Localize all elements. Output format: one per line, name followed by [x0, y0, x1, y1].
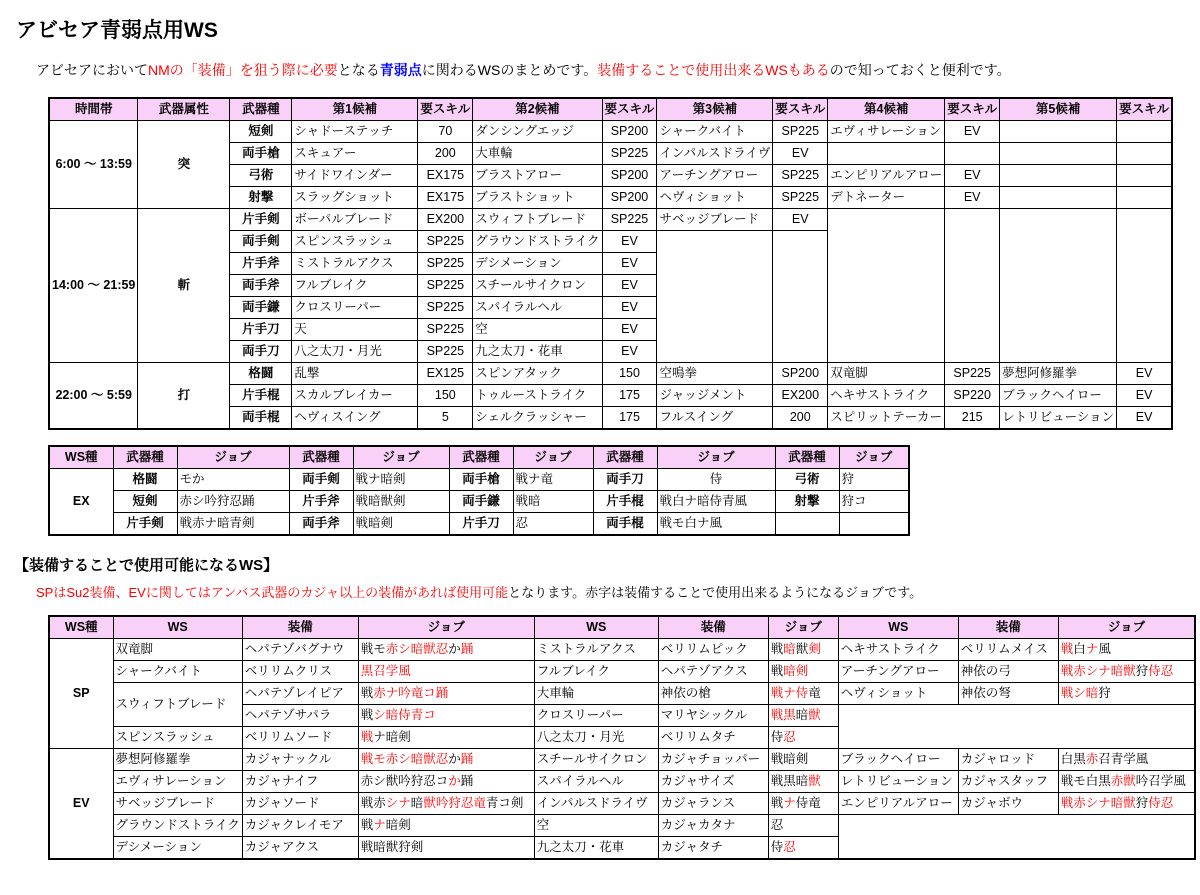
empty-cell [828, 143, 945, 165]
job-cell: 戦赤シナ暗獣狩侍忍 [1058, 793, 1195, 815]
skill-req-cell: 215 [945, 407, 1000, 430]
ws-name-cell: シェルクラッシャー [473, 407, 602, 430]
job-cell: 戦赤シナ暗獣吟狩忍竜青コ剣 [358, 793, 534, 815]
skill-req-cell: SP200 [602, 165, 657, 187]
header-cell: ジョブ [358, 616, 534, 639]
equipment-cell: カジャスタッフ [958, 771, 1058, 793]
empty-cell [1117, 165, 1172, 187]
ws-name-cell: ミストラルアクス [292, 253, 418, 275]
ws-name-cell: トゥルーストライク [473, 385, 602, 407]
equipment-cell: カジャサイズ [658, 771, 768, 793]
ws-name-cell: レトリビューション [838, 771, 958, 793]
job-cell: 戦赤シナ暗獣狩侍忍 [1058, 661, 1195, 683]
skill-req-cell: EX175 [418, 187, 473, 209]
job-cell: 忍 [768, 815, 838, 837]
ws-name-cell: サベッジブレード [657, 209, 773, 231]
weapon-type-cell: 両手鎌 [449, 491, 513, 513]
ws-name-cell: デトネーター [828, 187, 945, 209]
job-cell: 戦白ナ風 [1058, 639, 1195, 661]
job-cell: 戦モ赤シ暗獣忍か踊 [358, 749, 534, 771]
skill-req-cell: EV [602, 275, 657, 297]
ws-type-cell: SP [49, 639, 113, 749]
ws-name-cell: サベッジブレード [113, 793, 242, 815]
header-cell: 武器種 [289, 446, 353, 469]
ws-name-cell: 大車輪 [534, 683, 658, 705]
header-cell: 第5候補 [1000, 98, 1117, 121]
skill-req-cell: SP225 [773, 187, 828, 209]
empty-cell [945, 143, 1000, 165]
ws-name-cell: エヴィサレーション [828, 121, 945, 143]
ws-name-cell: ブラックヘイロー [838, 749, 958, 771]
ws-name-cell: デシメーション [473, 253, 602, 275]
job-cell: 戦暗剣 [768, 661, 838, 683]
time-cell: 22:00 ～ 5:59 [49, 363, 138, 430]
job-cell: 戦モ白黒赤獣吟召学風 [1058, 771, 1195, 793]
job-cell: 忍 [513, 513, 593, 536]
job-cell: 侍忍 [768, 727, 838, 749]
weapon-type-cell: 短剣 [230, 121, 292, 143]
weapon-type-cell: 両手斧 [289, 513, 353, 536]
ws-schedule-table [48, 97, 1173, 430]
ws-name-cell: スラッグショット [292, 187, 418, 209]
job-cell: 戦黒暗獣 [768, 771, 838, 793]
weapon-type-cell: 片手剣 [230, 209, 292, 231]
weapon-type-cell: 片手斧 [230, 253, 292, 275]
job-cell: 赤シ吟狩忍踊 [177, 491, 289, 513]
weapon-type-cell: 両手剣 [230, 231, 292, 253]
job-cell: 戦ナ暗剣 [353, 469, 449, 491]
equipment-cell: ベリリムピック [658, 639, 768, 661]
skill-req-cell: SP220 [945, 385, 1000, 407]
ws-name-cell: フルブレイク [534, 661, 658, 683]
skill-req-cell: EX200 [418, 209, 473, 231]
skill-req-cell: EX175 [418, 165, 473, 187]
empty-cell [1117, 121, 1172, 143]
skill-req-cell: EV [602, 341, 657, 363]
header-cell: 第1候補 [292, 98, 418, 121]
job-cell: 黒召学風 [358, 661, 534, 683]
skill-req-cell: EV [773, 209, 828, 231]
header-cell: 装備 [658, 616, 768, 639]
skill-req-cell: SP225 [418, 297, 473, 319]
ws-name-cell: 乱撃 [292, 363, 418, 385]
equipment-cell: マリヤシックル [658, 705, 768, 727]
ws-name-cell: インパルスドライヴ [534, 793, 658, 815]
job-cell: 戦黒暗獣 [768, 705, 838, 727]
job-cell: 戦ナ暗剣 [358, 727, 534, 749]
equip-note: SPはSu2装備、EVに関してはアンバス武器のカジャ以上の装備があれば使用可能となります。赤字は装備することで使用出来るようになるジョブです。 [36, 585, 923, 600]
header-cell: 時間帯 [49, 98, 138, 121]
skill-req-cell: SP225 [773, 121, 828, 143]
ws-name-cell: 夢想阿修羅拳 [113, 749, 242, 771]
header-cell: ジョブ [353, 446, 449, 469]
skill-req-cell: EV [1117, 407, 1172, 430]
skill-req-cell: EV [945, 121, 1000, 143]
weapon-type-cell: 格闘 [230, 363, 292, 385]
job-cell: 戦白ナ暗侍青風 [657, 491, 775, 513]
ws-name-cell: ヘヴィショット [838, 683, 958, 705]
ws-name-cell: 八之太刀・月光 [534, 727, 658, 749]
header-cell: ジョブ [513, 446, 593, 469]
header-cell: WS種 [49, 446, 113, 469]
skill-req-cell: SP225 [418, 275, 473, 297]
ws-name-cell: シャークバイト [657, 121, 773, 143]
skill-req-cell: SP200 [602, 187, 657, 209]
ws-name-cell: クロスリーパー [292, 297, 418, 319]
header-cell: ジョブ [657, 446, 775, 469]
weapon-type-cell: 両手刀 [230, 341, 292, 363]
job-cell: 狩 [839, 469, 909, 491]
header-cell: ジョブ [839, 446, 909, 469]
empty-region [838, 815, 1195, 860]
ws-name-cell: ブラックヘイロー [1000, 385, 1117, 407]
job-cell: 侍 [657, 469, 775, 491]
ws-name-cell: スピンスラッシュ [292, 231, 418, 253]
ws-name-cell: ヘヴィショット [657, 187, 773, 209]
job-cell: 赤シ獣吟狩忍コか踊 [358, 771, 534, 793]
skill-req-cell: EV [1117, 385, 1172, 407]
ws-name-cell: アーチングアロー [657, 165, 773, 187]
header-cell: 武器属性 [138, 98, 230, 121]
ws-name-cell: スチールサイクロン [534, 749, 658, 771]
weapon-type-cell: 片手刀 [449, 513, 513, 536]
ws-name-cell: 天 [292, 319, 418, 341]
job-cell: 戦ナ竜 [513, 469, 593, 491]
header-cell: 第2候補 [473, 98, 602, 121]
ws-name-cell: スピリットテーカー [828, 407, 945, 430]
ws-name-cell: 空 [473, 319, 602, 341]
equipment-cell: カジャナックル [242, 749, 358, 771]
ws-name-cell: エンピリアルアロー [838, 793, 958, 815]
ws-name-cell: 夢想阿修羅拳 [1000, 363, 1117, 385]
job-cell: 戦暗獣狩剣 [358, 837, 534, 860]
skill-req-cell: EX125 [418, 363, 473, 385]
ws-name-cell: スキュアー [292, 143, 418, 165]
weapon-type-cell: 弓術 [775, 469, 839, 491]
header-cell: 要スキル [418, 98, 473, 121]
header-cell: WS [113, 616, 242, 639]
header-cell: 要スキル [945, 98, 1000, 121]
header-cell: ジョブ [177, 446, 289, 469]
ws-name-cell: 空鳴拳 [657, 363, 773, 385]
ws-name-cell: フルスイング [657, 407, 773, 430]
skill-req-cell: 200 [773, 407, 828, 430]
weapon-type-cell: 弓術 [230, 165, 292, 187]
equipment-cell: カジャチョッパー [658, 749, 768, 771]
weapon-type-cell: 両手槍 [230, 143, 292, 165]
ws-name-cell: 九之太刀・花車 [473, 341, 602, 363]
ws-name-cell: ブラストアロー [473, 165, 602, 187]
ws-name-cell: ヘキサストライク [828, 385, 945, 407]
equipment-cell: ヘパテゾサパラ [242, 705, 358, 727]
empty-cell [1000, 165, 1117, 187]
job-cell: 戦赤ナ暗青剣 [177, 513, 289, 536]
ws-name-cell: スパイラルヘル [473, 297, 602, 319]
equipment-cell: カジャロッド [958, 749, 1058, 771]
empty-region [773, 231, 828, 363]
ws-type-cell: EX [49, 469, 113, 536]
weapon-type-cell: 格闘 [113, 469, 177, 491]
ws-name-cell: スピンアタック [473, 363, 602, 385]
ws-type-cell: EV [49, 749, 113, 860]
skill-req-cell: 150 [418, 385, 473, 407]
equip-section-heading: 【装備することで使用可能になるWS】 [14, 557, 279, 574]
ws-name-cell: グラウンドストライク [113, 815, 242, 837]
ws-name-cell: アーチングアロー [838, 661, 958, 683]
skill-req-cell: EV [602, 231, 657, 253]
equipment-cell: カジャカタナ [658, 815, 768, 837]
header-cell: 第4候補 [828, 98, 945, 121]
equipment-cell: カジャタチ [658, 837, 768, 860]
skill-req-cell: SP200 [602, 121, 657, 143]
job-cell: 戦ナ侍竜 [768, 793, 838, 815]
skill-req-cell: 200 [418, 143, 473, 165]
ws-name-cell: レトリビューション [1000, 407, 1117, 430]
ws-name-cell: スパイラルヘル [534, 771, 658, 793]
skill-req-cell: EV [773, 143, 828, 165]
ws-name-cell: エヴィサレーション [113, 771, 242, 793]
skill-req-cell: SP225 [418, 341, 473, 363]
equip-unlock-ws-table [48, 615, 1196, 860]
empty-region [1117, 209, 1172, 363]
equipment-cell: ベリリムタチ [658, 727, 768, 749]
header-cell: 武器種 [113, 446, 177, 469]
weapon-type-cell: 片手棍 [230, 385, 292, 407]
job-cell: 戦モ赤シ暗獣忍か踊 [358, 639, 534, 661]
header-cell: 装備 [242, 616, 358, 639]
job-cell: 戦赤ナ吟竜コ踊 [358, 683, 534, 705]
empty-region [838, 705, 1195, 749]
ws-name-cell: 双竜脚 [113, 639, 242, 661]
equipment-cell: 神依の槍 [658, 683, 768, 705]
skill-req-cell: SP225 [418, 253, 473, 275]
header-cell: 要スキル [773, 98, 828, 121]
page-title: アビセア青弱点用WS [16, 19, 218, 42]
skill-req-cell: EV [945, 165, 1000, 187]
equipment-cell: ベリリムクリス [242, 661, 358, 683]
ws-name-cell: スウィフトブレード [473, 209, 602, 231]
job-cell: 戦シ暗狩 [1058, 683, 1195, 705]
equipment-cell: ヘパテゾレイピア [242, 683, 358, 705]
ws-name-cell: グラウンドストライク [473, 231, 602, 253]
ws-name-cell: スチールサイクロン [473, 275, 602, 297]
skill-req-cell: EV [602, 319, 657, 341]
empty-cell [1117, 143, 1172, 165]
ws-name-cell: スピンスラッシュ [113, 727, 242, 749]
equipment-cell: カジャナイフ [242, 771, 358, 793]
weapon-type-cell: 射撃 [775, 491, 839, 513]
equipment-cell: ヘパテゾバグナウ [242, 639, 358, 661]
equipment-cell: 神依の弩 [958, 683, 1058, 705]
ws-name-cell: ミストラルアクス [534, 639, 658, 661]
skill-req-cell: EV [602, 253, 657, 275]
job-cell: 戦暗獣剣 [768, 639, 838, 661]
equipment-cell: カジャアクス [242, 837, 358, 860]
empty-cell [775, 513, 839, 536]
empty-cell [1000, 143, 1117, 165]
job-cell: 戦暗剣 [768, 749, 838, 771]
ws-name-cell: サイドワインダー [292, 165, 418, 187]
equipment-cell: ヘパテゾアクス [658, 661, 768, 683]
job-cell: 戦暗 [513, 491, 593, 513]
ws-name-cell: ボーパルブレード [292, 209, 418, 231]
header-cell: WS種 [49, 616, 113, 639]
skill-req-cell: EV [602, 297, 657, 319]
empty-region [657, 231, 773, 363]
skill-req-cell: 175 [602, 407, 657, 430]
weapon-type-cell: 両手棍 [593, 513, 657, 536]
skill-req-cell: EV [1117, 363, 1172, 385]
weapon-type-cell: 片手棍 [593, 491, 657, 513]
job-cell: 戦モ白ナ風 [657, 513, 775, 536]
equipment-cell: カジャボウ [958, 793, 1058, 815]
ws-name-cell: インパルスドライヴ [657, 143, 773, 165]
empty-cell [1000, 121, 1117, 143]
equipment-cell: 神依の弓 [958, 661, 1058, 683]
ws-name-cell: 八之太刀・月光 [292, 341, 418, 363]
equipment-cell: カジャランス [658, 793, 768, 815]
ex-ws-jobs-table [48, 445, 910, 536]
job-cell: 侍忍 [768, 837, 838, 860]
header-cell: 武器種 [449, 446, 513, 469]
empty-region [945, 209, 1000, 363]
header-cell: WS [838, 616, 958, 639]
time-cell: 6:00 ～ 13:59 [49, 121, 138, 209]
ws-name-cell: デシメーション [113, 837, 242, 860]
attr-cell: 斬 [138, 209, 230, 363]
skill-req-cell: SP225 [418, 231, 473, 253]
skill-req-cell: 175 [602, 385, 657, 407]
ws-name-cell: 空 [534, 815, 658, 837]
job-cell: モか [177, 469, 289, 491]
weapon-type-cell: 片手剣 [113, 513, 177, 536]
header-cell: 第3候補 [657, 98, 773, 121]
empty-cell [1117, 187, 1172, 209]
header-cell: 装備 [958, 616, 1058, 639]
ws-name-cell: シャドーステッチ [292, 121, 418, 143]
intro-text: アビセアにおいてNMの「装備」を狙う際に必要となる青弱点に関わるWSのまとめです。装備することで使用出来るWSもあるので知っておくと便利です。 [36, 62, 1011, 78]
weapon-type-cell: 両手槍 [449, 469, 513, 491]
job-cell: 白黒赤召青学風 [1058, 749, 1195, 771]
empty-cell [1000, 187, 1117, 209]
ws-name-cell: 九之太刀・花車 [534, 837, 658, 860]
skill-req-cell: SP200 [773, 363, 828, 385]
header-cell: ジョブ [768, 616, 838, 639]
empty-region [1000, 209, 1117, 363]
weapon-type-cell: 片手刀 [230, 319, 292, 341]
skill-req-cell: SP225 [945, 363, 1000, 385]
skill-req-cell: SP225 [602, 209, 657, 231]
weapon-type-cell: 両手鎌 [230, 297, 292, 319]
job-cell: 戦暗獣剣 [353, 491, 449, 513]
skill-req-cell: 150 [602, 363, 657, 385]
time-cell: 14:00 ～ 21:59 [49, 209, 138, 363]
ws-name-cell: シャークバイト [113, 661, 242, 683]
job-cell: 狩コ [839, 491, 909, 513]
job-cell: 戦シ暗侍青コ [358, 705, 534, 727]
weapon-type-cell: 片手斧 [289, 491, 353, 513]
equipment-cell: ベリリムメイス [958, 639, 1058, 661]
ws-name-cell: ブラストショット [473, 187, 602, 209]
skill-req-cell: 70 [418, 121, 473, 143]
ws-name-cell: スウィフトブレード [113, 683, 242, 727]
ws-name-cell: スカルブレイカー [292, 385, 418, 407]
equipment-cell: カジャクレイモア [242, 815, 358, 837]
attr-cell: 突 [138, 121, 230, 209]
header-cell: 要スキル [602, 98, 657, 121]
skill-req-cell: SP225 [418, 319, 473, 341]
weapon-type-cell: 射撃 [230, 187, 292, 209]
header-cell: 武器種 [230, 98, 292, 121]
job-cell: 戦ナ侍竜 [768, 683, 838, 705]
ws-name-cell: ジャッジメント [657, 385, 773, 407]
skill-req-cell: SP225 [773, 165, 828, 187]
header-cell: 武器種 [775, 446, 839, 469]
empty-cell [839, 513, 909, 536]
equipment-cell: カジャソード [242, 793, 358, 815]
header-cell: 武器種 [593, 446, 657, 469]
equipment-cell: ベリリムソード [242, 727, 358, 749]
job-cell: 戦暗剣 [353, 513, 449, 536]
weapon-type-cell: 両手剣 [289, 469, 353, 491]
job-cell: 戦ナ暗剣 [358, 815, 534, 837]
skill-req-cell: SP225 [602, 143, 657, 165]
ws-name-cell: クロスリーパー [534, 705, 658, 727]
weapon-type-cell: 両手棍 [230, 407, 292, 430]
ws-name-cell: フルブレイク [292, 275, 418, 297]
header-cell: WS [534, 616, 658, 639]
empty-region [828, 209, 945, 363]
header-cell: 要スキル [1117, 98, 1172, 121]
ws-name-cell: エンピリアルアロー [828, 165, 945, 187]
weapon-type-cell: 両手刀 [593, 469, 657, 491]
ws-name-cell: 双竜脚 [828, 363, 945, 385]
ws-name-cell: ダンシングエッジ [473, 121, 602, 143]
skill-req-cell: 5 [418, 407, 473, 430]
attr-cell: 打 [138, 363, 230, 430]
ws-name-cell: ヘキサストライク [838, 639, 958, 661]
ws-name-cell: ヘヴィスイング [292, 407, 418, 430]
weapon-type-cell: 両手斧 [230, 275, 292, 297]
weapon-type-cell: 短剣 [113, 491, 177, 513]
skill-req-cell: EV [945, 187, 1000, 209]
header-cell: ジョブ [1058, 616, 1195, 639]
skill-req-cell: EX200 [773, 385, 828, 407]
ws-name-cell: 大車輪 [473, 143, 602, 165]
